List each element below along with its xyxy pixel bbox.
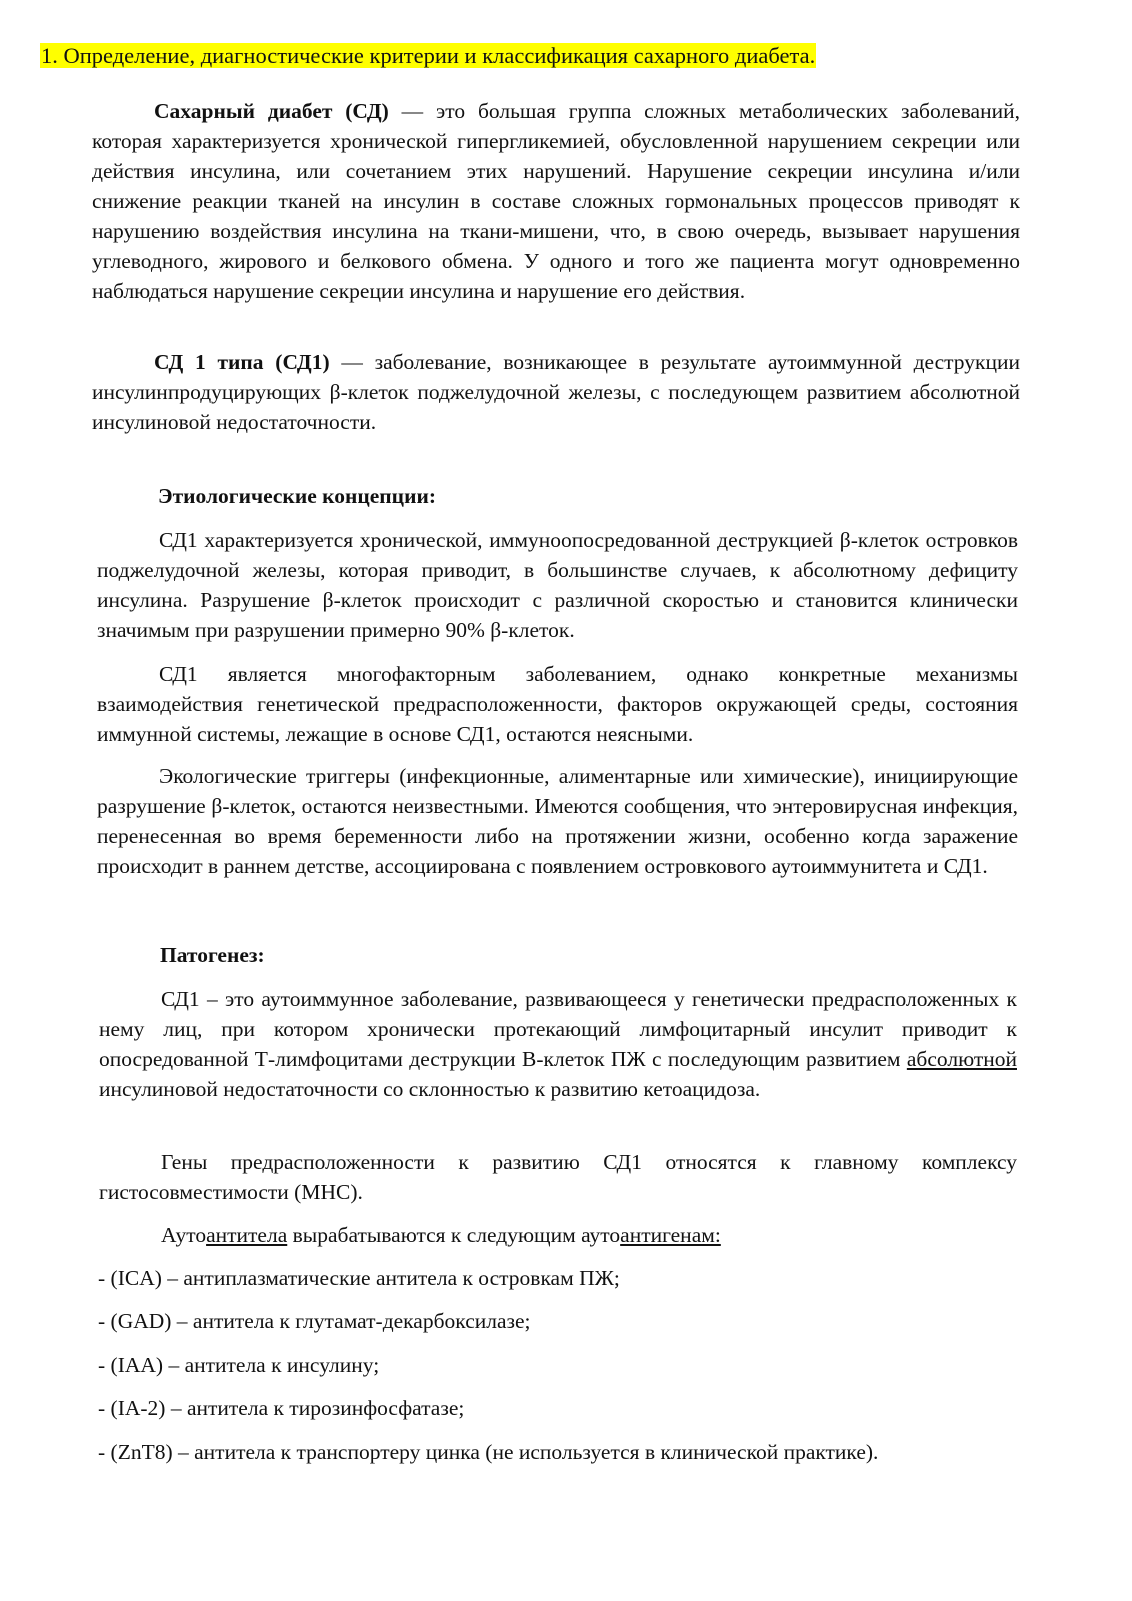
definition-text: — это большая группа сложных метаболических заболеваний, которая характеризуется хронической гипергликемией, обусловленной нарушением секреции или действия инсулина, или сочетанием этих нарушений. Нарушение секреции инсулина и/или снижение реакции тканей на инсулин в составе сложных гормональных процессов приводят к нарушению воздействия инсулина на ткани-мишени, что, в свою очередь, вызывает нарушения углеводного, жирового и белкового обмена. У одного и того же пациента могут одновременно наблюдаться нарушение секреции инсулина и нарушение его действия.	[92, 99, 1020, 303]
etiology-paragraph-3	[97, 761, 1018, 881]
antigen-word: антигенам:	[620, 1223, 721, 1247]
etiology-text-3: Экологические триггеры (инфекционные, алиментарные или химические), инициирующие разрушение β-клеток, остаются неизвестными. Имеются сообщения, что энтеровирусная инфекция, перенесенная во время беременности либо на протяжении жизни, особенно когда заражение происходит в раннем детстве, ассоциирована с появлением островкового аутоиммунитета и СД1.	[97, 764, 1018, 878]
type1-term: СД 1 типа (СД1)	[154, 350, 330, 374]
list-item: - (ZnT8) – антитела к транспортеру цинка (не используется в клинической практике).	[98, 1440, 879, 1464]
list-item: - (IAA) – антитела к инсулину;	[98, 1353, 380, 1377]
list-item: - (IA-2) – антитела к тирозинфосфатазе;	[98, 1396, 465, 1420]
pathogenesis-title: Патогенез:	[160, 943, 265, 967]
etiology-paragraph-2	[97, 659, 1018, 749]
autoantibody-prefix: Ауто	[161, 1223, 207, 1247]
pathogenesis-paragraph-1	[99, 984, 1017, 1104]
heading-highlight: 1. Определение, диагностические критерии и классификация сахарного диабета.	[41, 43, 816, 68]
etiology-text-1: СД1 характеризуется хронической, иммуноопосредованной деструкцией β-клеток островков поджелудочной железы, которая приводит, в большинстве случаев, к абсолютному дефициту инсулина. Разрушение β-клеток происходит с различной скоростью и становится клинически значимым при разрушении примерно 90% β-клеток.	[97, 528, 1018, 642]
pathogenesis-paragraph-2	[99, 1147, 1017, 1207]
list-item: - (ICA) – антиплазматические антитела к островкам ПЖ;	[98, 1266, 620, 1290]
pathogenesis-text-b: инсулиновой недостаточности со склонностью к развитию кетоацидоза.	[99, 1077, 761, 1101]
etiology-title: Этиологические концепции:	[158, 484, 437, 508]
etiology-text-2: СД1 является многофакторным заболеванием, однако конкретные механизмы взаимодействия генетической предрасположенности, факторов окружающей среды, состояния иммунной системы, лежащие в основе СД1, остаются неясными.	[97, 662, 1018, 746]
pathogenesis-text-2: Гены предрасположенности к развитию СД1 относятся к главному комплексу гистосовместимости (МНС).	[99, 1150, 1017, 1204]
type1-text: — заболевание, возникающее в результате аутоиммунной деструкции инсулинпродуцирующих β-клеток поджелудочной железы, с последующем развитием абсолютной инсулиновой недостаточности.	[92, 350, 1020, 434]
etiology-paragraph-1	[97, 525, 1018, 645]
type1-paragraph	[92, 347, 1020, 437]
definition-term: Сахарный диабет (СД)	[154, 99, 389, 123]
pathogenesis-text-a: СД1 – это аутоиммунное заболевание, развивающееся у генетически предрасположенных к нему лиц, при котором хронически протекающий лимфоцитарный инсулит приводит к опосредованной Т-лимфоцитами деструкции В-клеток ПЖ с последующим развитием	[99, 987, 1017, 1071]
pathogenesis-paragraph-3	[99, 1220, 1017, 1250]
autoantibody-middle: вырабатываются к следующим ауто	[287, 1223, 621, 1247]
definition-paragraph	[92, 96, 1020, 306]
list-item: - (GAD) – антитела к глутамат-декарбоксилазе;	[98, 1309, 531, 1333]
section-heading	[40, 41, 816, 71]
antibody-word: антитела	[206, 1223, 288, 1247]
pathogenesis-underlined: абсолютной	[906, 1047, 1017, 1071]
